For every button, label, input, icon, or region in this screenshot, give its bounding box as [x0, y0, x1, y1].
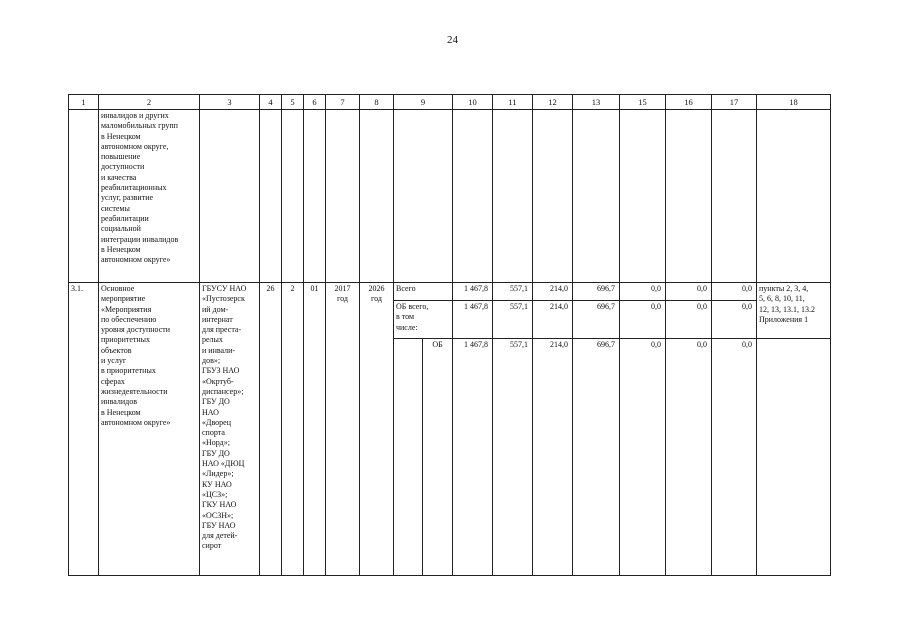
col-header: 5	[282, 95, 304, 110]
funding-label: ОБ всего, в том числе:	[394, 301, 453, 339]
page-number: 24	[447, 34, 458, 46]
value-cell: 1 467,8	[453, 283, 493, 301]
budget-table	[68, 94, 831, 576]
funding-label	[394, 339, 423, 576]
item-executors: ГБУСУ НАО «Пустозерск ий дом- интернат для преста- релых и инвали- дов»; ГБУЗ НАО «Окртуб- диспансер»; ГБУ ДО НАО «Дворец спорта «Норд»; ГБУ ДО НАО «ДЮЦ «Лидер»; КУ НАО «ЦСЗ»; ГКУ НАО «ОСЗН»; ГБУ НАО для детей- сирот	[200, 283, 260, 576]
column-number-header	[69, 95, 831, 110]
value-cell: 557,1	[493, 301, 533, 339]
col-header: 16	[666, 95, 712, 110]
item-reference: пункты 2, 3, 4, 5, 6, 8, 10, 11, 12, 13, 13.1, 13.2 Приложения 1	[757, 283, 831, 339]
value-cell: 0,0	[666, 339, 712, 576]
value-cell: 214,0	[533, 339, 573, 576]
funding-label: Всего	[394, 283, 453, 301]
value-cell: 0,0	[666, 283, 712, 301]
item-col4: 26	[260, 283, 282, 576]
value-cell: 0,0	[712, 283, 757, 301]
item-start-year: 2017 год	[326, 283, 360, 576]
col-header: 11	[493, 95, 533, 110]
col-header: 4	[260, 95, 282, 110]
col-header: 1	[69, 95, 99, 110]
value-cell: 557,1	[493, 283, 533, 301]
value-cell: 0,0	[620, 339, 666, 576]
col-header: 10	[453, 95, 493, 110]
col-header: 3	[200, 95, 260, 110]
item-col6: 01	[304, 283, 326, 576]
value-cell: 0,0	[620, 283, 666, 301]
col-header: 7	[326, 95, 360, 110]
col-header: 15	[620, 95, 666, 110]
value-cell: 0,0	[712, 301, 757, 339]
value-cell: 214,0	[533, 283, 573, 301]
col-header: 12	[533, 95, 573, 110]
value-cell: 1 467,8	[453, 301, 493, 339]
value-cell: 696,7	[573, 283, 620, 301]
item-col5: 2	[282, 283, 304, 576]
col-header: 2	[99, 95, 200, 110]
value-cell: 557,1	[493, 339, 533, 576]
value-cell: 696,7	[573, 339, 620, 576]
value-cell: 0,0	[620, 301, 666, 339]
table-row	[69, 283, 831, 301]
continuation-text: инвалидов и других маломобильных групп в Ненецком автономном округе, повышение доступности и качества реабилитационных услуг, развитие системы реабилитации социальной интеграции инвалидов в Ненецком автономном округе»	[99, 110, 200, 283]
col-header: 9	[394, 95, 453, 110]
item-number: 3.1.	[69, 283, 99, 576]
item-name: Основное мероприятие «Мероприятия по обеспечению уровня доступности приоритетных объектов и услуг в приоритетных сферах жизнедеятельности инвалидов в Ненецком автономном округе»	[99, 283, 200, 576]
table-row	[69, 110, 831, 283]
col-header: 17	[712, 95, 757, 110]
value-cell: 1 467,8	[453, 339, 493, 576]
col-header: 13	[573, 95, 620, 110]
funding-source: ОБ	[423, 339, 453, 576]
value-cell: 696,7	[573, 301, 620, 339]
item-end-year: 2026 год	[360, 283, 394, 576]
value-cell: 214,0	[533, 301, 573, 339]
value-cell: 0,0	[712, 339, 757, 576]
value-cell: 0,0	[666, 301, 712, 339]
col-header: 18	[757, 95, 831, 110]
col-header: 8	[360, 95, 394, 110]
col-header: 6	[304, 95, 326, 110]
